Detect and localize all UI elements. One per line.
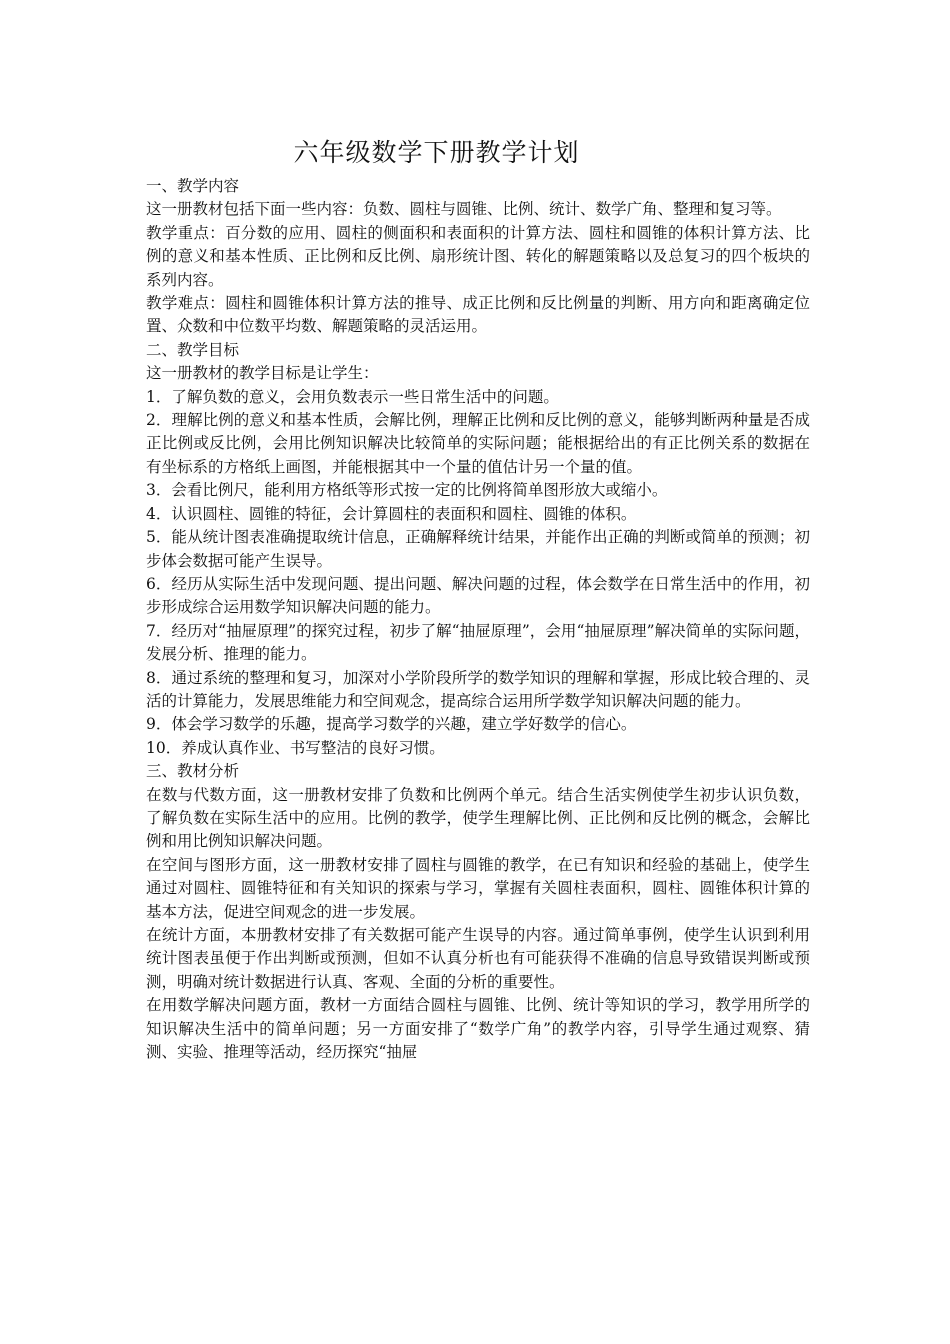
document-body — [146, 175, 810, 1064]
list-item: 6．经历从实际生活中发现问题、提出问题、解决问题的过程，体会数学在日常生活中的作用，初步形成综合运用数学知识解决问题的能力。 — [146, 574, 810, 617]
paragraph: 在统计方面，本册教材安排了有关数据可能产生误导的内容。通过简单事例，使学生认识到利用统计图表虽便于作出判断或预测，但如不认真分析也有可能获得不准确的信息导致错误判断或预测，明确对统计数据进行认真、客观、全面的分析的重要性。 — [146, 926, 810, 991]
list-item: 7．经历对“抽屉原理”的探究过程，初步了解“抽屉原理”，会用“抽屉原理”解决简单的实际问题，发展分析、推理的能力。 — [146, 621, 810, 664]
list-item: 5．能从统计图表准确提取统计信息，正确解释统计结果，并能作出正确的判断或简单的预测；初步体会数据可能产生误导。 — [146, 528, 810, 570]
list-item: 9．体会学习数学的乐趣，提高学习数学的兴趣，建立学好数学的信心。 — [146, 715, 637, 734]
paragraph: 在数与代数方面，这一册教材安排了负数和比例两个单元。结合生活实例使学生初步认识负数，了解负数在实际生活中的应用。比例的教学，使学生理解比例、正比例和反比例的概念，会解比例和用比例知识解决问题。 — [146, 785, 810, 851]
list-item: 10．养成认真作业、书写整洁的良好习惯。 — [146, 738, 445, 757]
list-item: 4．认识圆柱、圆锥的特征，会计算圆柱的表面积和圆柱、圆锥的体积。 — [146, 504, 637, 523]
paragraph: 在用数学解决问题方面，教材一方面结合圆柱与圆锥、比例、统计等知识的学习，教学用所学的知识解决生活中的简单问题；另一方面安排了“数学广角”的教学内容，引导学生通过观察、猜测、实验、推理等活动，经历探究“抽屉 — [146, 996, 810, 1062]
paragraph: 这一册教材包括下面一些内容：负数、圆柱与圆锥、比例、统计、数学广角、整理和复习等。 — [146, 200, 782, 219]
section-heading-content: 一、教学内容 — [146, 177, 240, 195]
paragraph: 教学重点：百分数的应用、圆柱的侧面积和表面积的计算方法、圆柱和圆锥的体积计算方法、比例的意义和基本性质、正比例和反比例、扇形统计图、转化的解题策略以及总复习的四个板块的系列内容。 — [146, 223, 810, 289]
list-item: 8．通过系统的整理和复习，加深对小学阶段所学的数学知识的理解和掌握，形成比较合理的、灵活的计算能力，发展思维能力和空间观念，提高综合运用所学数学知识解决问题的能力。 — [146, 668, 810, 710]
page-title: 六年级数学下册教学计划 — [293, 138, 580, 167]
paragraph: 这一册教材的教学目标是让学生： — [146, 364, 379, 383]
list-item: 3．会看比例尺，能利用方格纸等形式按一定的比例将简单图形放大或缩小。 — [146, 481, 668, 500]
paragraph: 教学难点：圆柱和圆锥体积计算方法的推导、成正比例和反比例量的判断、用方向和距离确定位置、众数和中位数平均数、解题策略的灵活运用。 — [146, 294, 810, 336]
list-item: 2．理解比例的意义和基本性质，会解比例，理解正比例和反比例的意义，能够判断两种量是否成正比例或反比例，会用比例知识解决比较简单的实际问题；能根据给出的有正比例关系的数据在有坐标系的方格纸上画图，并能根据其中一个量的值估计另一个量的值。 — [146, 411, 810, 476]
section-heading-analysis: 三、教材分析 — [146, 762, 240, 781]
list-item: 1．了解负数的意义，会用负数表示一些日常生活中的问题。 — [146, 387, 559, 406]
paragraph: 在空间与图形方面，这一册教材安排了圆柱与圆锥的教学，在已有知识和经验的基础上，使学生通过对圆柱、圆锥特征和有关知识的探索与学习，掌握有关圆柱表面积，圆柱、圆锥体积计算的基本方法，促进空间观念的进一步发展。 — [146, 855, 810, 921]
section-heading-goals: 二、教学目标 — [146, 340, 240, 359]
